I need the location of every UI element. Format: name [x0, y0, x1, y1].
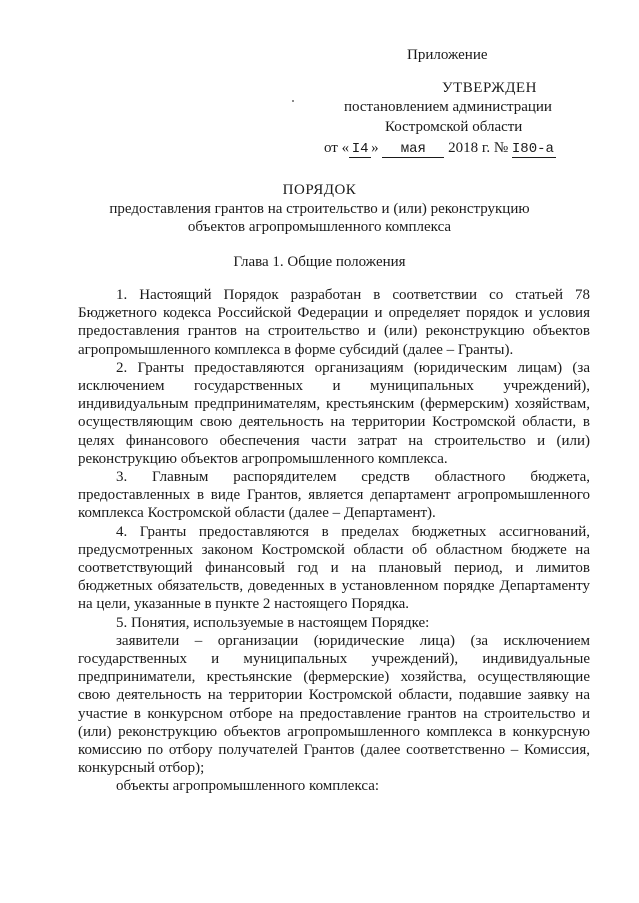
document-title: ПОРЯДОК: [282, 182, 357, 198]
approval-line-region: Костромской области: [385, 119, 523, 135]
approval-line-decree: постановлением администрации: [344, 99, 552, 115]
date-prefix: от «: [324, 140, 350, 156]
paragraph-4: 4. Гранты предоставляются в пределах бюджетных ассигнований, предусмотренных законом Костромской области об областном бюджете на соответствующий финансовый год и на плановый период, и лимитов бюджетных обязательств, доведенных в установленном порядке Департаменту на цели, указанные в пункте 2 настоящего Порядка.: [78, 523, 590, 613]
approved-heading: УТВЕРЖДЕН: [442, 80, 537, 96]
paragraph-2: 2. Гранты предоставляются организациям (юридическим лицам) (за исключением государственных и муниципальных учреждений), индивидуальным предпринимателям, крестьянским (фермерским) хозяйствам, осуществляющим свою деятельность на территории Костромской области, в целях финансового обеспечения части затрат на строительство и (или) реконструкцию объектов агропромышленного комплекса.: [78, 359, 590, 467]
date-year: 2018 г. №: [448, 140, 509, 156]
paragraph-1: 1. Настоящий Порядок разработан в соответствии со статьей 78 Бюджетного кодекса Российской Федерации и определяет порядок и условия предоставления грантов на строительство и (или) реконструкцию объектов агропромышленного комплекса в форме субсидий (далее – Гранты).: [78, 287, 590, 358]
chapter-heading: Глава 1. Общие положения: [233, 254, 406, 270]
date-day: I4: [349, 142, 371, 158]
document-subtitle-line1: предоставления грантов на строительство и (или) реконструкцию: [109, 201, 530, 217]
definition-applicants: заявители – организации (юридические лица) (за исключением государственных и муниципальных учреждений), индивидуальные предприниматели, крестьянские (фермерские) хозяйства, осуществляющие свою деятельность на территории Костромской области, подавшие заявку на участие в конкурсном отборе на предоставление грантов на строительство и (или) реконструкцию объектов агропромышленного комплекса в конкурсную комиссию по отбору получателей Грантов (далее соответственно – Комиссия, конкурсный отбор);: [78, 632, 590, 777]
scan-speck: [292, 100, 294, 102]
date-mid: »: [371, 140, 379, 156]
document-subtitle-line2: объектов агропромышленного комплекса: [187, 219, 452, 235]
annex-label: Приложение: [407, 47, 488, 63]
decree-number: I80-а: [511, 141, 554, 157]
definition-objects: объекты агропромышленного комплекса:: [116, 778, 380, 795]
date-month: мая: [382, 142, 444, 158]
paragraph-5: 5. Понятия, используемые в настоящем Порядке:: [116, 614, 430, 631]
paragraph-3: 3. Главным распорядителем средств областного бюджета, предоставленных в виде Грантов, является департамент агропромышленного комплекса Костромской области (далее – Департамент).: [78, 469, 590, 522]
approval-date-line: [324, 139, 556, 158]
document-body: [78, 286, 590, 796]
